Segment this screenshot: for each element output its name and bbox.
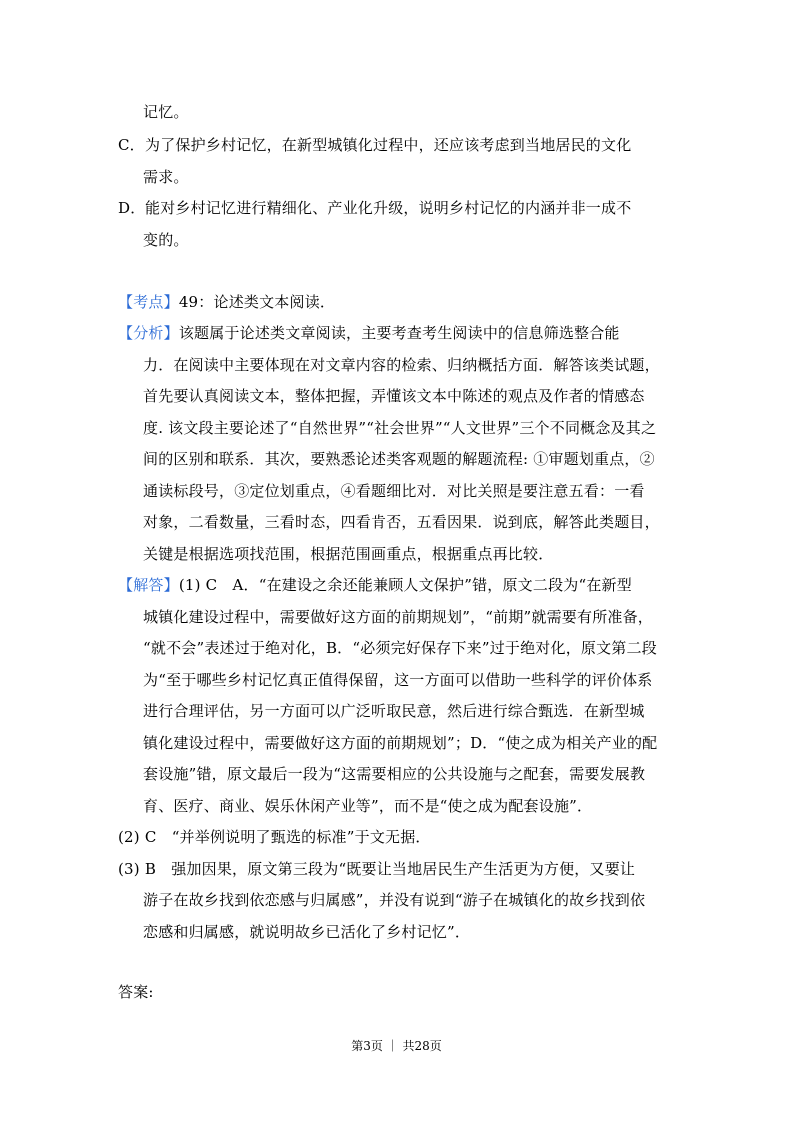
- option-d-text-line2: 变的。: [143, 231, 189, 249]
- q3-answer-line: 游子在故乡找到依恋感与归属感”，并没有说到“游子在城镇化的故乡找到依: [143, 891, 646, 909]
- fenxi-line: 该题属于论述类文章阅读，主要考查考生阅读中的信息筛选整合能: [178, 324, 620, 342]
- jieda-line: “就不会”表述过于绝对化，B．“必须完好保存下来”过于绝对化，原文第二段: [143, 639, 657, 657]
- jieda-tag: 【解答】: [118, 576, 179, 594]
- kaodian-text: 49：论述类文本阅读．: [178, 293, 336, 311]
- kaodian-row: [118, 292, 335, 312]
- q3-answer-line: (3) B 强加因果，原文第三段为“既要让当地居民生产生活更为方便，又要让: [118, 860, 636, 878]
- fenxi-line: 对象，二看数量，三看时态，四看肯否，五看因果．说到底，解答此类题目，: [143, 513, 660, 531]
- option-c-text-line1: 为了保护乡村记忆，在新型城镇化过程中，还应该考虑到当地居民的文化: [145, 136, 632, 154]
- fenxi-line: 通读标段号，③定位划重点，④看题细比对．对比关照是要注意五看：一看: [143, 482, 645, 500]
- kaodian-tag: 【考点】: [118, 293, 179, 311]
- fenxi-line: 关键是根据选项找范围，根据范围画重点，根据重点再比较．: [143, 545, 554, 563]
- fenxi-tag: 【分析】: [118, 324, 179, 342]
- q3-answer-line: 恋感和归属感，就说明故乡已活化了乡村记忆”．: [143, 923, 471, 941]
- answer-label: 答案:: [118, 983, 154, 1001]
- jieda-line: 城镇化建设过程中，需要做好这方面的前期规划”，“前期”就需要有所准备，: [143, 608, 654, 626]
- jieda-line: 育、医疗、商业、娱乐休闲产业等”，而不是“使之成为配套设施”．: [143, 797, 593, 815]
- fenxi-line: 力．在阅读中主要体现在对文章内容的检索、归纳概括方面．解答该类试题，: [143, 356, 660, 374]
- option-d-text-line1: 能对乡村记忆进行精细化、产业化升级，说明乡村记忆的内涵并非一成不: [145, 199, 632, 217]
- jieda-line: 为“至于哪些乡村记忆真正值得保留，这一方面可以借助一些科学的评价体系: [143, 671, 653, 689]
- jieda-line: 套设施”错，原文最后一段为“这需要相应的公共设施与之配套，需要发展教: [143, 765, 646, 783]
- q2-answer-line: (2) C “并举例说明了甄选的标准”于文无据．: [118, 828, 431, 846]
- jieda-line: 镇化建设过程中，需要做好这方面的前期规划”；D．“使之成为相关产业的配: [143, 734, 658, 752]
- page-footer: 第3页 ｜ 共28页: [351, 1039, 442, 1053]
- fenxi-line: 首先要认真阅读文本，整体把握，弄懂该文本中陈述的观点及作者的情感态: [143, 387, 645, 405]
- fenxi-line: 间的区别和联系．其次，要熟悉论述类客观题的解题流程: ①审题划重点，②: [143, 450, 655, 468]
- jieda-line: 进行合理评估，另一方面可以广泛听取民意，然后进行综合甄选．在新型城: [143, 702, 645, 720]
- jieda-row-1: [118, 575, 632, 595]
- fenxi-row-1: [118, 323, 620, 343]
- option-b-continuation: 记忆。: [143, 103, 189, 121]
- option-d-label: D．: [118, 199, 146, 217]
- fenxi-line: 度. 该文段主要论述了“自然世界”“社会世界”“人文世界”三个不同概念及其之: [143, 419, 657, 437]
- option-c-label: C．: [118, 136, 145, 154]
- option-c-text-line2: 需求。: [143, 168, 189, 186]
- jieda-line: (1) C A．“在建设之余还能兼顾人文保护”错，原文二段为“在新型: [178, 576, 632, 594]
